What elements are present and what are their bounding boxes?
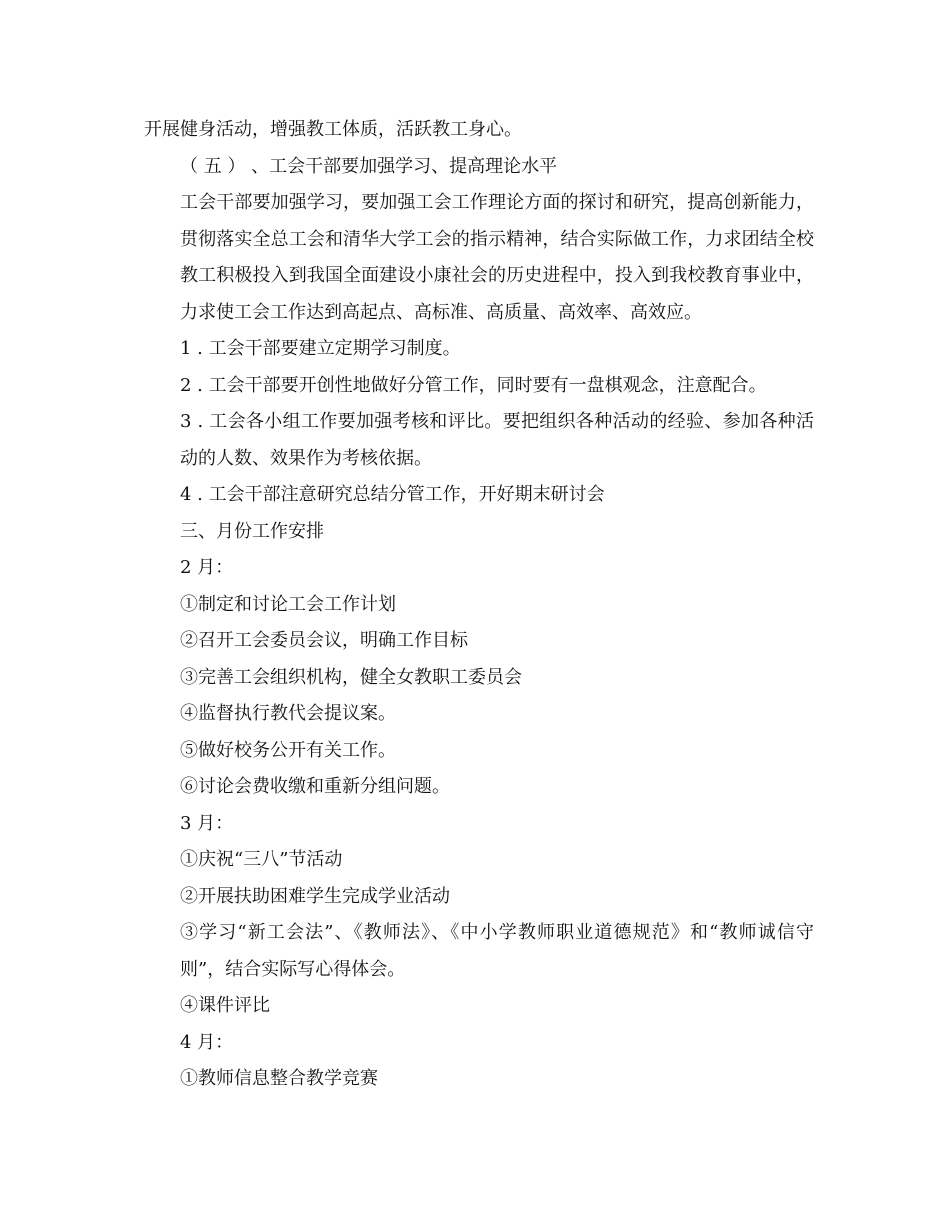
list-item: 1 . 工会干部要建立定期学习制度。 <box>180 338 461 359</box>
list-item: 4 . 工会干部注意研究总结分管工作，开好期末研讨会 <box>180 484 605 505</box>
list-item: ⑥讨论会费收缴和重新分组问题。 <box>180 776 450 797</box>
paragraph: 工会干部要加强学习，要加强工会工作理论方面的探讨和研究，提高创新能力，贯彻落实全总工会和清华大学工会的指示精神，结合实际做工作，力求团结全校教工积极投入到我国全面建设小康社会的历史进程中，投入到我校教育事业中，力求使工会工作达到高起点、高标准、高质量、高效率、高效应。 <box>180 192 814 323</box>
list-item: ④课件评比 <box>180 995 270 1016</box>
section-heading: 三、月份工作安排 <box>180 520 324 542</box>
document-body <box>144 112 814 1098</box>
list-item: ⑤做好校务公开有关工作。 <box>180 739 396 761</box>
month-heading: 4 月： <box>180 1031 234 1053</box>
list-item: ④监督执行教代会提议案。 <box>180 703 396 724</box>
month-heading: 3 月： <box>180 812 234 834</box>
list-item: ②开展扶助困难学生完成学业活动 <box>180 885 450 907</box>
list-item: ①教师信息整合教学竞赛 <box>180 1068 378 1089</box>
list-item: ②召开工会委员会议，明确工作目标 <box>180 630 468 651</box>
list-item: ①制定和讨论工会工作计划 <box>180 593 396 615</box>
list-item: ①庆祝“三八”节活动 <box>180 849 343 870</box>
paragraph: 开展健身活动，增强教工体质，活跃教工身心。 <box>144 119 522 140</box>
section-heading: （ 五 ） 、工会干部要加强学习、提高理论水平 <box>180 155 558 177</box>
list-item: ③完善工会组织机构，健全女教职工委员会 <box>180 666 522 688</box>
month-heading: 2 月： <box>180 557 234 578</box>
list-item: 3 . 工会各小组工作要加强考核和评比。要把组织各种活动的经验、参加各种活动的人数、效果作为考核依据。 <box>180 411 814 469</box>
list-item: 2 . 工会干部要开创性地做好分管工作，同时要有一盘棋观念，注意配合。 <box>180 374 767 396</box>
list-item: ③学习“新工会法”、《教师法》、《中小学教师职业道德规范》和“教师诚信守则”，结合实际写心得体会。 <box>180 922 814 980</box>
